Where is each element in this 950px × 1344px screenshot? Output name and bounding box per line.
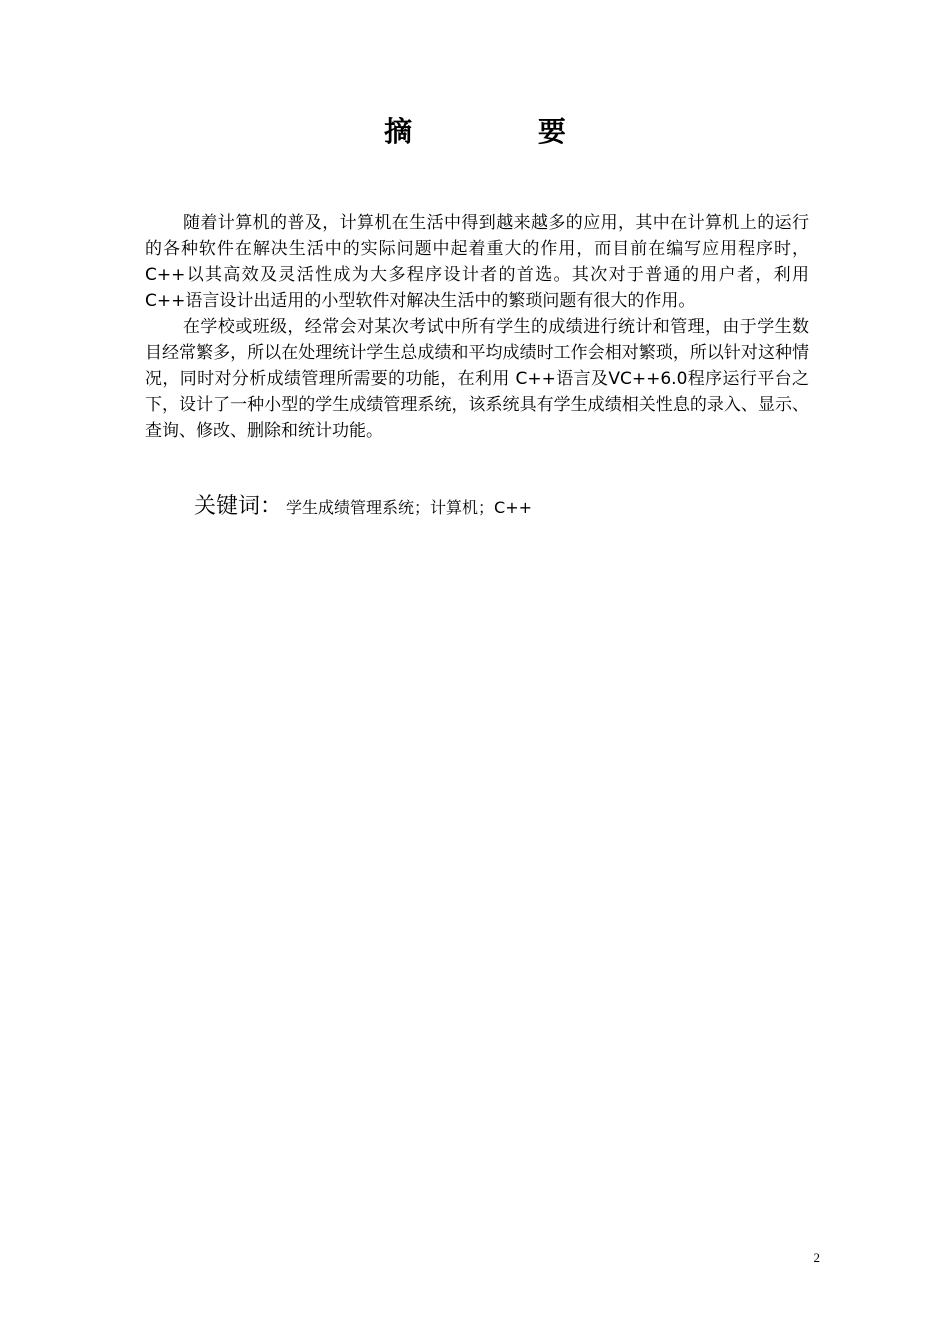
abstract-body [145, 210, 809, 444]
abstract-paragraph-1: 随着计算机的普及，计算机在生活中得到越来越多的应用，其中在计算机上的运行的各种软件在解决生活中的实际问题中起着重大的作用，而目前在编写应用程序时，C++以其高效及灵活性成为大多程序设计者的首选。其次对于普通的用户者，利用 C++语言设计出适用的小型软件对解决生活中的繁琐问题有很大的作用。 [145, 213, 809, 311]
keywords-line [194, 490, 794, 525]
keywords-label: 关键词： [194, 494, 283, 519]
keywords-value: 学生成绩管理系统；计算机；C++ [286, 498, 533, 517]
page-title: 摘 要 [384, 115, 624, 148]
abstract-paragraph-2: 在学校或班级，经常会对某次考试中所有学生的成绩进行统计和管理，由于学生数目经常繁多，所以在处理统计学生总成绩和平均成绩时工作会相对繁琐，所以针对这种情况，同时对分析成绩管理所需要的功能，在利用 C++语言及VC++6.0程序运行平台之下，设计了一种小型的学生成绩管理系统，该系统具有学生成绩相关性息的录入、显示、查询、修改、删除和统计功能。 [145, 317, 809, 441]
page-number: 2 [813, 1250, 820, 1265]
